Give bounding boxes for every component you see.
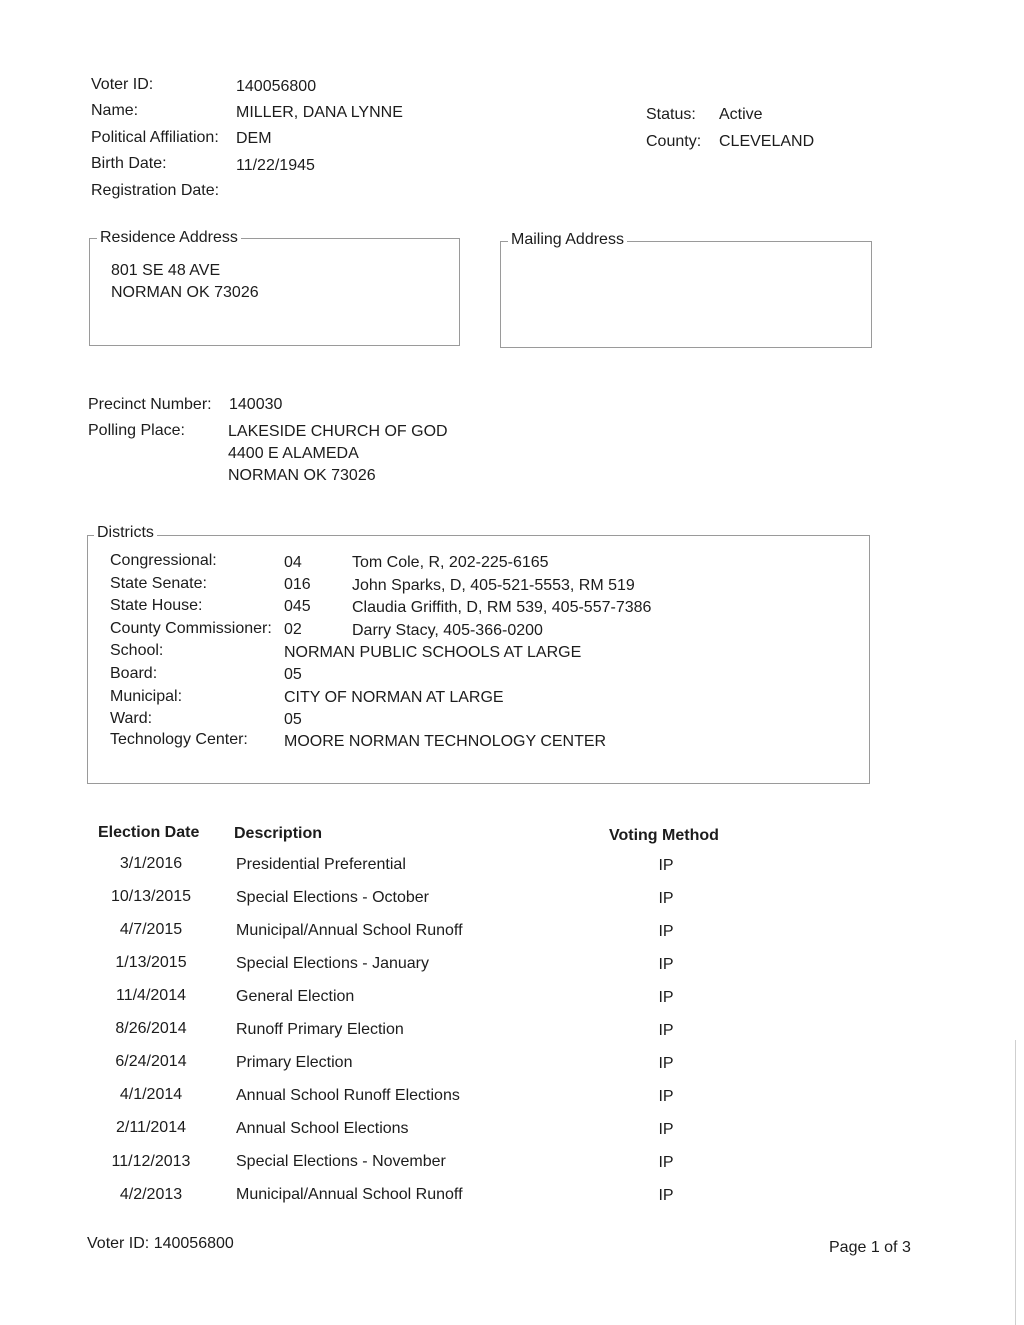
election-date: 1/13/2015 [115, 954, 187, 971]
voting-method: IP [658, 923, 674, 940]
district-label: County Commissioner: [110, 620, 272, 637]
district-label: Technology Center: [110, 731, 248, 748]
election-description: Special Elections - November [236, 1153, 446, 1170]
scan-edge-divider [1015, 1040, 1016, 1325]
district-label: Congressional: [110, 552, 217, 569]
election-description: Primary Election [236, 1054, 353, 1071]
district-code: 016 [284, 576, 311, 593]
election-date: 2/11/2014 [116, 1119, 186, 1136]
name-label: Name: [91, 102, 139, 119]
status-label: Status: [646, 106, 696, 123]
page-number: Page 1 of 3 [829, 1239, 911, 1256]
voting-method: IP [658, 1055, 674, 1072]
voting-method: IP [658, 1022, 674, 1039]
election-description: General Election [236, 988, 355, 1005]
polling-place-line3: NORMAN OK 73026 [228, 467, 376, 484]
district-code: 05 [284, 666, 302, 683]
precinct-number-label: Precinct Number: [88, 396, 212, 413]
election-date: 11/12/2013 [111, 1153, 191, 1170]
residence-line1: 801 SE 48 AVE [111, 262, 221, 279]
footer-voter-id: Voter ID: 140056800 [87, 1235, 234, 1252]
mailing-address-box [500, 241, 872, 348]
election-date: 10/13/2015 [110, 888, 192, 905]
election-description: Municipal/Annual School Runoff [236, 922, 463, 939]
affiliation-value: DEM [236, 130, 272, 147]
voting-method: IP [658, 1187, 674, 1204]
election-date: 4/2/2013 [119, 1186, 183, 1203]
district-representative: Tom Cole, R, 202-225-6165 [352, 554, 549, 571]
district-code: CITY OF NORMAN AT LARGE [284, 689, 504, 706]
district-representative: Darry Stacy, 405-366-0200 [352, 622, 543, 639]
polling-place-line1: LAKESIDE CHURCH OF GOD [228, 423, 448, 440]
district-code: NORMAN PUBLIC SCHOOLS AT LARGE [284, 644, 582, 661]
election-description: Special Elections - January [236, 955, 429, 972]
election-date: 4/1/2014 [119, 1086, 183, 1103]
voting-method: IP [658, 956, 674, 973]
voting-method: IP [658, 890, 674, 907]
birth-date-label: Birth Date: [91, 155, 167, 172]
voting-method: IP [658, 1154, 674, 1171]
county-label: County: [646, 133, 702, 150]
district-label: School: [110, 642, 164, 659]
district-representative: John Sparks, D, 405-521-5553, RM 519 [352, 577, 635, 594]
election-description: Municipal/Annual School Runoff [236, 1186, 463, 1203]
voting-method: IP [658, 857, 674, 874]
registration-date-label: Registration Date: [91, 182, 220, 199]
voter-id-value: 140056800 [236, 78, 317, 95]
voting-method: IP [658, 1088, 674, 1105]
election-description: Special Elections - October [236, 889, 429, 906]
district-representative: Claudia Griffith, D, RM 539, 405-557-7386 [352, 599, 652, 616]
description-header: Description [234, 825, 323, 842]
polling-place-line2: 4400 E ALAMEDA [228, 445, 359, 462]
district-label: Board: [110, 665, 158, 682]
district-code: 05 [284, 711, 302, 728]
district-label: State Senate: [110, 575, 207, 592]
election-description: Annual School Elections [236, 1120, 409, 1137]
district-label: Municipal: [110, 688, 183, 705]
voting-method-header: Voting Method [609, 827, 719, 844]
districts-title: Districts [94, 524, 157, 542]
name-value: MILLER, DANA LYNNE [236, 104, 403, 121]
residence-line2: NORMAN OK 73026 [111, 284, 259, 301]
district-label: State House: [110, 597, 203, 614]
affiliation-label: Political Affiliation: [91, 129, 219, 146]
status-value: Active [719, 106, 763, 123]
election-date-header: Election Date [98, 824, 200, 841]
district-code: 02 [284, 621, 302, 638]
election-description: Runoff Primary Election [236, 1021, 404, 1038]
voting-method: IP [658, 1121, 674, 1138]
voting-method: IP [658, 989, 674, 1006]
district-code: MOORE NORMAN TECHNOLOGY CENTER [284, 733, 607, 750]
election-date: 11/4/2014 [116, 987, 186, 1004]
county-value: CLEVELAND [719, 133, 815, 150]
birth-date-value: 11/22/1945 [236, 157, 315, 174]
election-date: 3/1/2016 [119, 855, 183, 872]
residence-address-title: Residence Address [97, 229, 241, 247]
voter-id-label: Voter ID: [91, 76, 154, 93]
election-description: Annual School Runoff Elections [236, 1087, 460, 1104]
district-label: Ward: [110, 710, 153, 727]
district-code: 04 [284, 554, 302, 571]
mailing-address-title: Mailing Address [508, 231, 627, 249]
election-description: Presidential Preferential [236, 856, 406, 873]
precinct-number-value: 140030 [229, 396, 283, 413]
polling-place-label: Polling Place: [88, 422, 185, 439]
election-date: 4/7/2015 [119, 921, 183, 938]
election-date: 6/24/2014 [115, 1053, 187, 1070]
district-code: 045 [284, 598, 311, 615]
election-date: 8/26/2014 [115, 1020, 187, 1037]
